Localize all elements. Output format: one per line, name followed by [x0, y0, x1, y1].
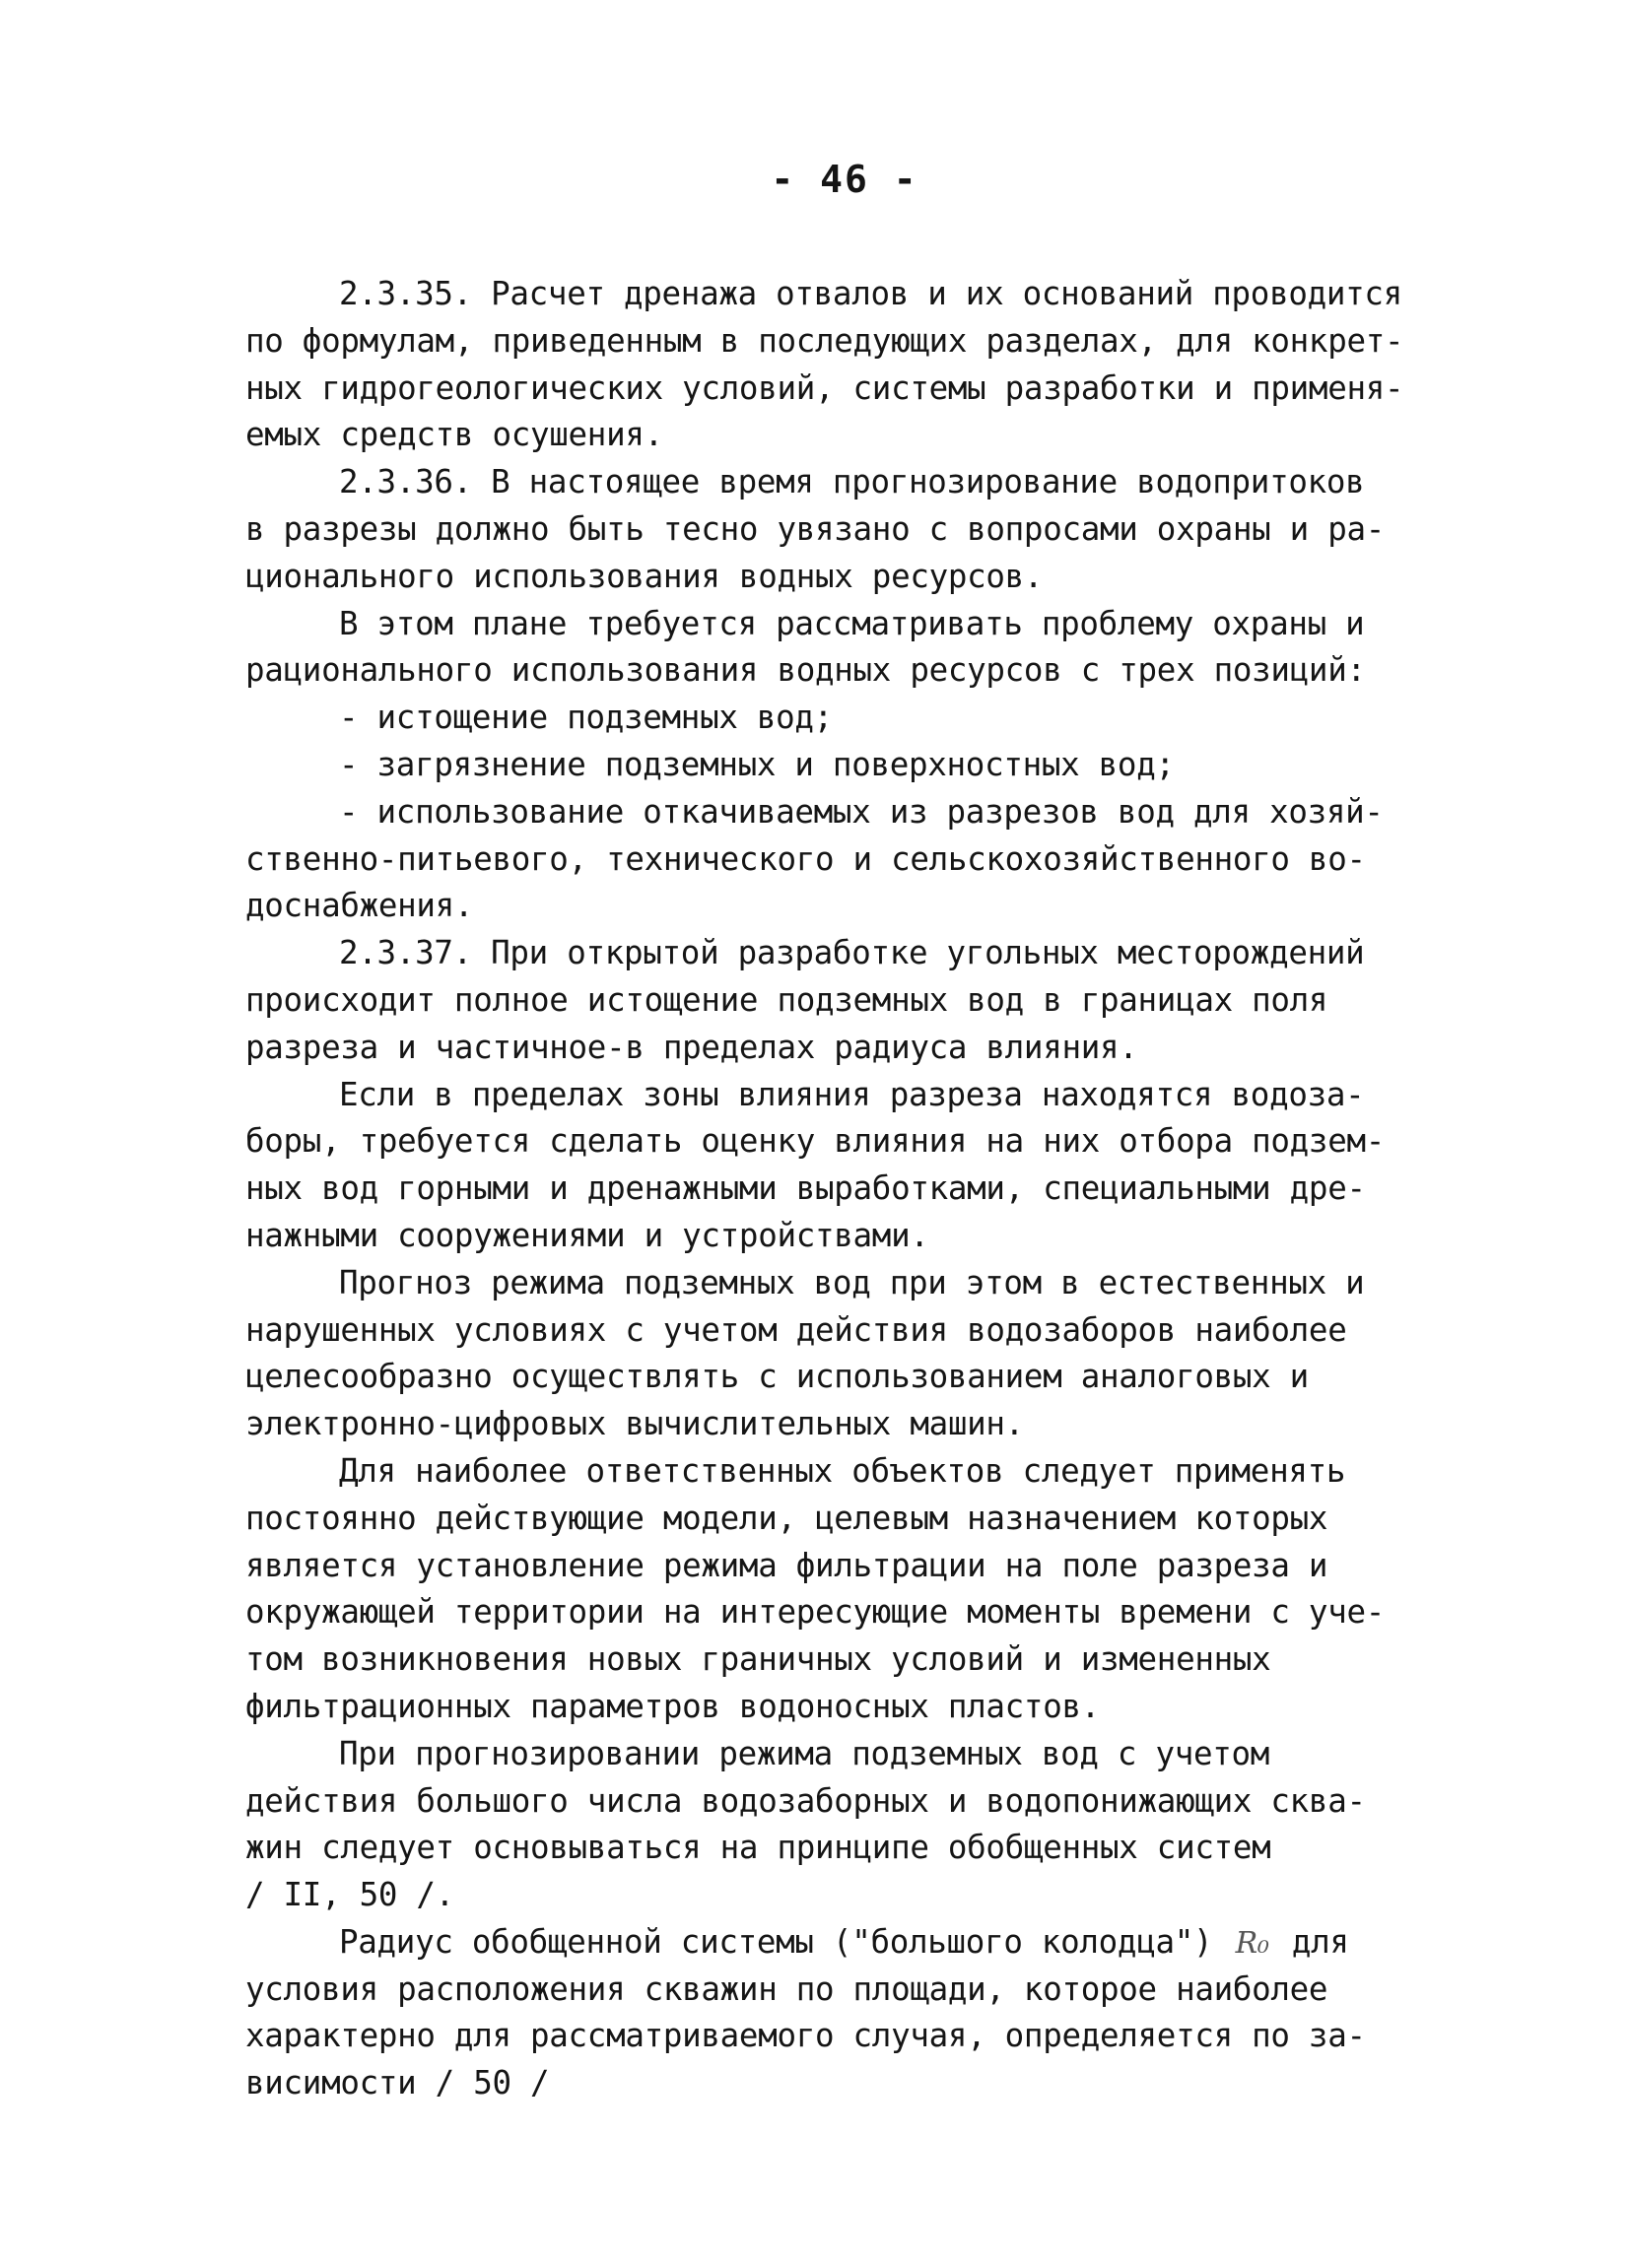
text-line [245, 1636, 1408, 1684]
text-line [245, 1025, 1408, 1072]
line-text: ционального использования водных ресурсов. [245, 557, 1044, 595]
line-text: нажными сооружениями и устройствами. [245, 1216, 929, 1254]
text-line [245, 1401, 1408, 1448]
text-line [245, 601, 1408, 648]
line-text: является установление режима фильтрации на поле разреза и [245, 1546, 1328, 1584]
text-line [245, 1778, 1408, 1826]
line-text: электронно-цифровых вычислительных машин. [245, 1405, 1024, 1443]
text-line [245, 1919, 1408, 1967]
text-line [245, 789, 1408, 836]
line-text: условия расположения скважин по площади, которое наиболее [245, 1969, 1328, 2008]
line-text: Прогноз режима подземных вод при этом в естественных и [339, 1263, 1365, 1301]
text-line [245, 1260, 1408, 1307]
text-line [245, 1684, 1408, 1731]
text-line [245, 1118, 1408, 1166]
line-text: 2.3.37. При открытой разработке угольных месторождений [339, 934, 1365, 972]
text-line [245, 1496, 1408, 1543]
line-text: том возникновения новых граничных условий и измененных [245, 1640, 1271, 1679]
line-text: нарушенных условиях с учетом действия водозаборов наиболее [245, 1310, 1347, 1349]
line-text: по формулам, приведенным в последующих разделах, для конкрет- [245, 321, 1404, 360]
text-line [245, 506, 1408, 554]
line-text: - истощение подземных вод; [339, 699, 833, 737]
line-text: происходит полное истощение подземных вод в границах поля [245, 980, 1328, 1019]
text-line [245, 366, 1408, 413]
text-line [245, 554, 1408, 601]
line-text: боры, требуется сделать оценку влияния на них отбора подзем- [245, 1122, 1385, 1161]
line-text: В этом плане требуется рассматривать проблему охраны и [339, 604, 1365, 642]
text-line [245, 930, 1408, 977]
line-text: окружающей территории на интересующие моменты времени с уче- [245, 1593, 1385, 1632]
line-text: доснабжения. [245, 887, 474, 925]
radius-symbol: R₀ [1235, 1925, 1269, 1961]
text-line [245, 1072, 1408, 1119]
text-line [245, 1872, 1408, 1919]
line-text: Радиус обобщенной системы ("большого колодца") [339, 1922, 1213, 1961]
line-text: постоянно действующие модели, целевым назначением которых [245, 1499, 1328, 1537]
line-text: 2.3.35. Расчет дренажа отвалов и их оснований проводится [339, 275, 1402, 312]
text-line [245, 695, 1408, 742]
line-text: целесообразно осуществлять с использованием аналоговых и [245, 1358, 1309, 1396]
line-text: фильтрационных параметров водоносных пластов. [245, 1687, 1100, 1725]
text-line [245, 1967, 1408, 2014]
line-text: - использование откачиваемых из разрезов вод для хозяй- [339, 792, 1384, 831]
line-text: Если в пределах зоны влияния разреза находятся водоза- [339, 1075, 1365, 1113]
line-text: ных гидрогеологических условий, системы разработки и применя- [245, 368, 1404, 407]
text-line [245, 412, 1408, 459]
text-line [245, 1589, 1408, 1636]
document-body [245, 271, 1408, 2107]
line-text: При прогнозировании режима подземных вод с учетом [339, 1734, 1270, 1772]
line-text: Для наиболее ответственных объектов следует применять [339, 1451, 1346, 1490]
text-line [245, 459, 1408, 506]
text-line [245, 271, 1408, 318]
line-text: характерно для рассматриваемого случая, определяется по за- [245, 2017, 1366, 2055]
text-line [245, 2060, 1408, 2107]
text-line [245, 977, 1408, 1025]
line-text: разреза и частичное-в пределах радиуса влияния. [245, 1028, 1138, 1066]
line-text: 2.3.36. В настоящее время прогнозирование водопритоков [339, 463, 1365, 501]
text-line [245, 1731, 1408, 1778]
line-text: рационального использования водных ресурсов с трех позиций: [245, 651, 1366, 690]
line-text-after: для [1272, 1922, 1349, 1961]
line-text: действия большого числа водозаборных и водопонижающих сква- [245, 1781, 1366, 1820]
text-line [245, 2013, 1408, 2060]
text-line [245, 1307, 1408, 1355]
line-text: - загрязнение подземных и поверхностных вод; [339, 745, 1175, 783]
text-line [245, 647, 1408, 695]
text-line [245, 742, 1408, 789]
text-line [245, 318, 1408, 366]
text-line [245, 1543, 1408, 1590]
text-line [245, 1166, 1408, 1213]
text-line [245, 1354, 1408, 1401]
line-text: емых средств осушения. [245, 416, 663, 454]
line-text: висимости / 50 / [245, 2064, 550, 2102]
text-line [245, 1213, 1408, 1260]
text-line [245, 1825, 1408, 1872]
text-line [245, 883, 1408, 930]
line-text: в разрезы должно быть тесно увязано с вопросами охраны и ра- [245, 509, 1385, 548]
line-text: ных вод горными и дренажными выработками, специальными дре- [245, 1169, 1366, 1208]
line-text: жин следует основываться на принципе обобщенных систем [245, 1829, 1271, 1867]
page-number: - 46 - [771, 158, 918, 201]
text-line [245, 1448, 1408, 1496]
line-text: ственно-питьевого, технического и сельскохозяйственного во- [245, 839, 1366, 878]
line-text: / II, 50 /. [245, 1876, 454, 1914]
text-line [245, 836, 1408, 884]
